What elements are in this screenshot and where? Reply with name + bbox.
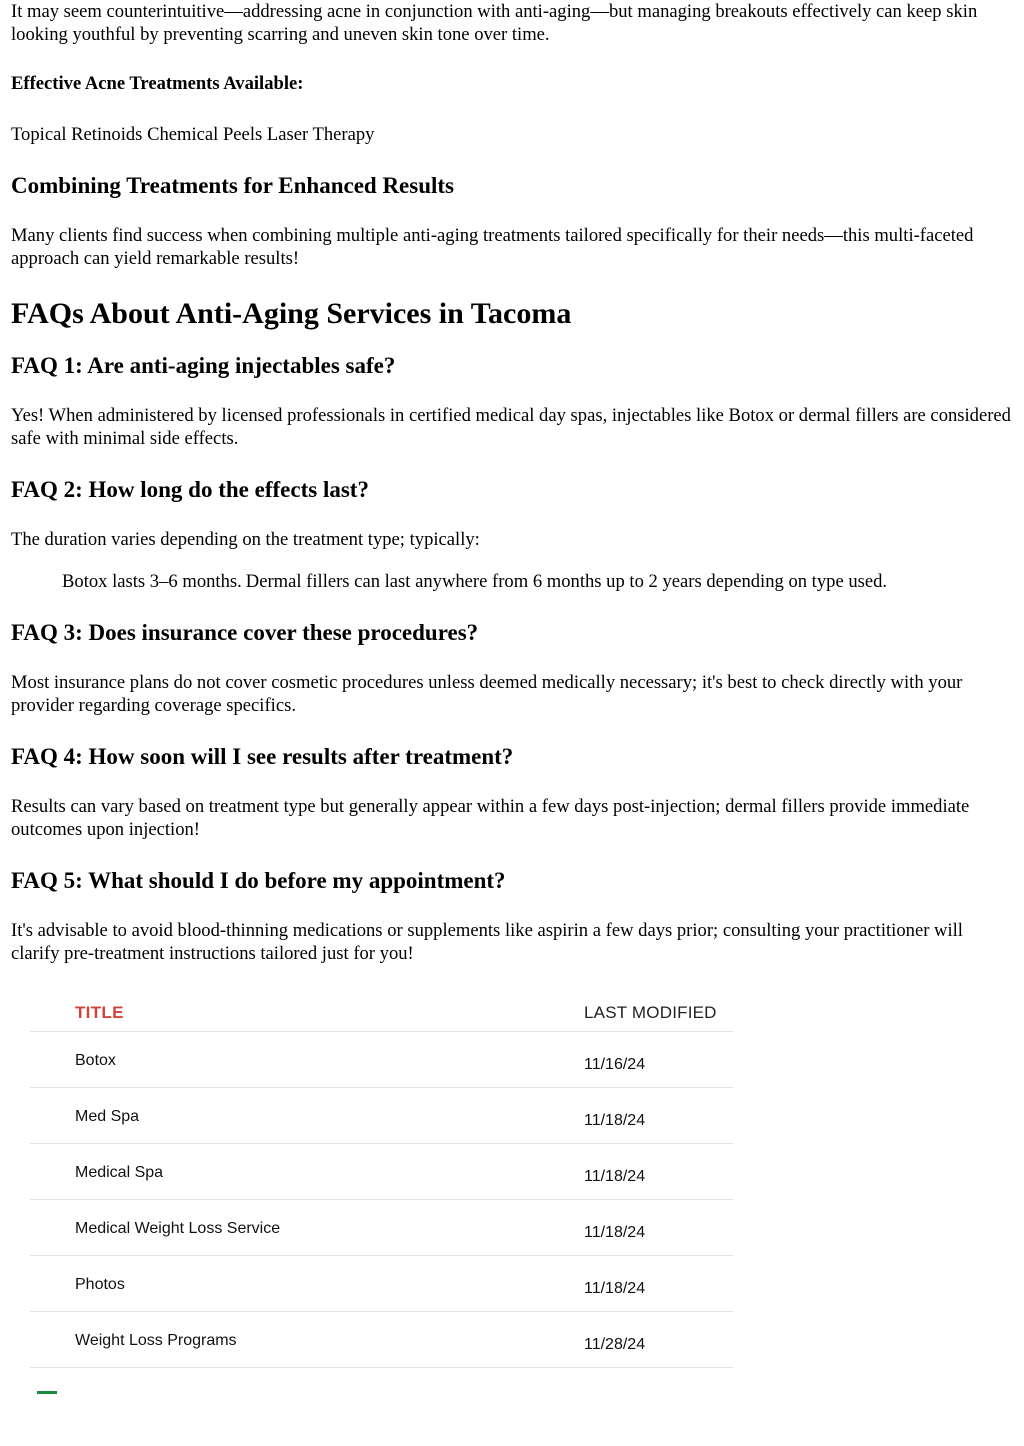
page-title-link[interactable]: Photos [75,1276,125,1293]
faq-answer: It's advisable to avoid blood-thinning medications or supplements like aspirin a few days prior; consulting your practitioner will clarify pre-treatment instructions tailored just for you! [11,920,963,964]
table-row [30,1200,733,1256]
faq-question: FAQ 5: What should I do before my appointment? [11,868,506,893]
last-modified-column-header[interactable]: LAST MODIFIED [584,1002,717,1022]
page-title-link[interactable]: Med Spa [75,1108,140,1125]
acne-treatments-heading: Effective Acne Treatments Available: [11,73,304,94]
faq-question: FAQ 2: How long do the effects last? [11,477,369,502]
faq-answer: Results can vary based on treatment type but generally appear within a few days post-injection; dermal fillers provide immediate outcomes upon injection! [11,796,970,840]
table-header [30,994,733,1032]
duration-list [62,570,1014,593]
sitemap-table [30,994,733,1368]
faq-question: FAQ 3: Does insurance cover these procedures? [11,620,479,645]
faq-answer: Yes! When administered by licensed professionals in certified medical day spas, injectables like Botox or dermal fillers are considered safe with minimal side effects. [11,405,1011,449]
faq-section-heading: FAQs About Anti-Aging Services in Tacoma [11,297,572,330]
table-row [30,1032,733,1088]
title-column-header[interactable]: TITLE [75,1002,124,1022]
page-title-link[interactable]: Botox [75,1052,116,1069]
intro-paragraph: It may seem counterintuitive—addressing acne in conjunction with anti-aging—but managing breakouts effectively can keep skin looking youthful by preventing scarring and uneven skin tone over time. [11,1,978,45]
table-row [30,1088,733,1144]
combining-treatments-paragraph: Many clients find success when combining multiple anti-aging treatments tailored specifically for their needs—this multi-faceted approach can yield remarkable results! [11,225,974,269]
green-accent-mark [37,1391,57,1394]
table-row [30,1256,733,1312]
last-modified-date: 11/18/24 [584,1280,646,1297]
acne-treatments-list: Topical Retinoids Chemical Peels Laser Therapy [11,124,375,145]
last-modified-date: 11/18/24 [584,1224,646,1241]
faq-question: FAQ 1: Are anti-aging injectables safe? [11,353,396,378]
faq-answer: Most insurance plans do not cover cosmetic procedures unless deemed medically necessary; it's best to check directly with your provider regarding coverage specifics. [11,672,963,716]
last-modified-date: 11/18/24 [584,1168,646,1185]
table-row [30,1312,733,1368]
page-title-link[interactable]: Medical Weight Loss Service [75,1220,281,1237]
page-title-link[interactable]: Medical Spa [75,1164,164,1181]
list-item: Botox lasts 3–6 months. [62,571,242,592]
list-item: Dermal fillers can last anywhere from 6 months up to 2 years depending on type used. [245,571,888,592]
combining-treatments-heading: Combining Treatments for Enhanced Results [11,173,455,198]
table-row [30,1144,733,1200]
faq-question: FAQ 4: How soon will I see results after treatment? [11,744,514,769]
faq-answer: The duration varies depending on the treatment type; typically: [11,529,480,550]
last-modified-date: 11/28/24 [584,1336,646,1353]
last-modified-date: 11/18/24 [584,1112,646,1129]
last-modified-date: 11/16/24 [584,1056,646,1073]
page-title-link[interactable]: Weight Loss Programs [75,1332,237,1349]
